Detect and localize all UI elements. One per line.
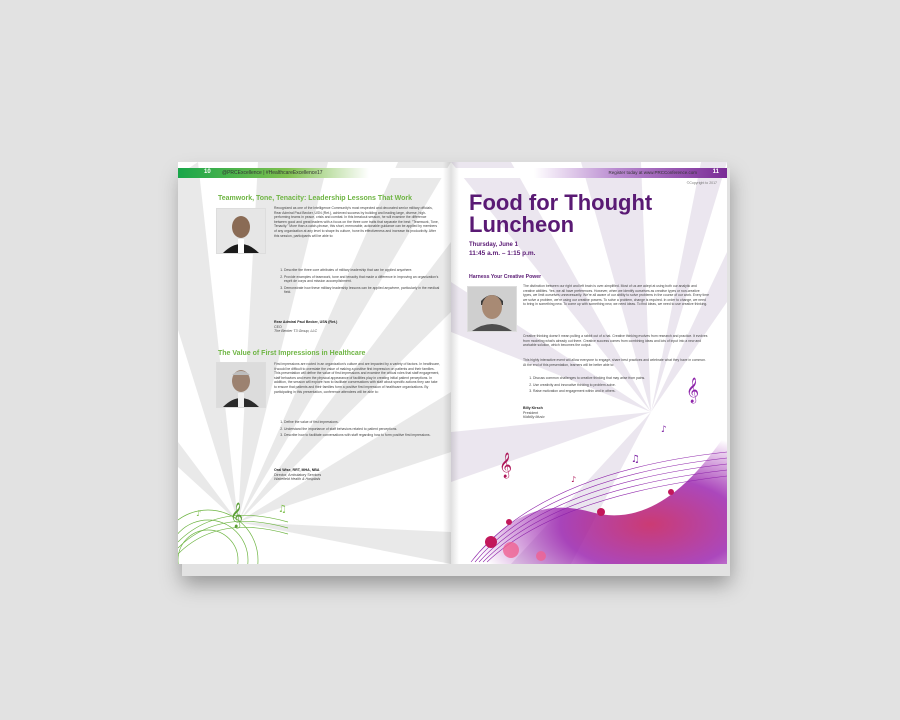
right-header-strip <box>451 168 727 178</box>
speaker-name: Billy Kirsch <box>523 406 543 410</box>
list-item: 1. Describe the three core attributes of military leadership that can be applied anywhere. <box>284 268 444 273</box>
left-header-strip <box>178 168 451 178</box>
purple-music-decoration <box>451 372 727 564</box>
session1-body: Recognized as one of the Intelligence Community's most respected and decorated senior military officials, Rear Admiral Paul Becker, USN (Ret.), achieved success by building and leading large, diverse, high-performing teams in peace, crisis and combat. In this breakout session, he will examine the difference between good and great leaders with a focus on the three core traits that separate the best: "Teamwork, Tone, Tenacity." More than a catch-phrase, this short, memorable, actionable guidance can be applied by members of any organization at any level to shape its culture, hone its effectiveness and increase its productivity. After this session, participants will be able to: <box>274 206 439 238</box>
list-item: 1. Define the value of first impressions. <box>284 420 444 425</box>
list-item: 2. Use creativity and innovative thinking to problem-solve. <box>533 383 713 388</box>
session1-speaker <box>274 320 434 334</box>
list-item: 2. Understand the importance of staff behaviors related to patient perceptions. <box>284 427 444 432</box>
session2-title: The Value of First Impressions in Healthcare <box>218 350 366 357</box>
green-music-decoration <box>178 482 318 564</box>
speaker-role: President <box>523 410 539 415</box>
event-time: 11:45 a.m. – 1:15 p.m. <box>469 250 536 257</box>
speaker-role: CEO <box>274 324 282 329</box>
list-item: 1. Discuss common challenges to creative thinking that may arise from pains. <box>533 376 713 381</box>
list-item: 2. Provide examples of teamwork, tone and tenacity that made a difference in improving an organization's esprit de corps and mission accomplishment. <box>284 275 444 284</box>
svg-text:♪: ♪ <box>661 425 667 435</box>
copyright: ©Copyright to 2017 <box>686 181 717 185</box>
speaker-photo-becker <box>216 208 266 254</box>
list-item: 3. Demonstrate how these military leadership lessons can be applied anywhere, particularly in the medical field. <box>284 286 444 295</box>
speaker-org: The Becker T3 Group, LLC <box>274 329 318 334</box>
svg-text:♫: ♫ <box>278 504 287 515</box>
social-hashtag: @PRCExcellence | #HealthcareExcellence17 <box>222 170 323 176</box>
right-page <box>451 162 727 564</box>
session2-speaker <box>274 468 434 482</box>
speaker-org: Wakefield Health & Hospitals <box>274 477 321 482</box>
svg-text:𝄞: 𝄞 <box>686 378 700 403</box>
svg-text:𝄞: 𝄞 <box>499 453 513 478</box>
speaker-org: Kidbilly Music <box>523 415 545 420</box>
list-item: 3. Describe how to facilitate conversations with staff regarding how to form positive first impressions. <box>284 433 444 438</box>
speaker-name: Oral Wise, RRT, MHA, NBA <box>274 468 320 472</box>
list-item: 3. Raise motivation and engagement within and in others. <box>533 389 713 394</box>
booklet-spine <box>443 162 459 564</box>
creative-paragraph: Creative thinking doesn't mean pulling a rabbit out of a hat. Creative thinking evolves from research and practice. It evolves from modeling what's already out there. Creative success comes from combining ideas and lots of input into a new and workable solution, which becomes the output. <box>523 334 708 348</box>
intro-paragraph: The distinction between our right and left brain is over-simplified. Most of us are adept at using both our analytic and creative abilities. Yes, we all have preferences. However, when we identify ourselves as creative types or non-creative types, we limit ourselves unnecessarily. We're all aware of our ability to solve problems in the course of our work. Every time we solve a problem, we're using our creative powers. To solve a problem, change is required. In order to change, we need to bring in something new. To come up with something new, we need ideas. To find ideas, we need to use creative thinking. <box>523 284 709 307</box>
svg-text:♫: ♫ <box>631 454 640 465</box>
session1-objectives <box>274 268 444 297</box>
left-page-number: 10 <box>204 169 211 175</box>
speaker-photo-wise <box>216 362 266 408</box>
session-title: Harness Your Creative Power <box>469 274 542 280</box>
speaker-name: Rear Admiral Paul Becker, USN (Ret.) <box>274 320 338 324</box>
session2-body: First impressions are rooted in an organization's culture and are impacted by a variety of factors. In healthcare, it would be difficult to overstate the value of making a positive first impression on patients and their families. This presentation will define the value of first impressions and examine the critical roles that staff engagement, staff behaviors and even the physical appearance of facilities play in creating initial patient perceptions. In addition, the session will explore how to facilitate conversations with staff about specific actions they can take to ensure that patients and their families form a positive first impression of healthcare organizations. By participating in this presentation, conference attendees will be able to: <box>274 362 440 394</box>
speaker-role: Director, Ambulatory Services <box>274 472 322 477</box>
event-date: Thursday, June 1 <box>469 242 518 248</box>
outcome-paragraph: This highly interactive event will allow everyone to engage, share best practices and celebrate what they have in common. At the end of this presentation, learners will be better able to: <box>523 358 707 367</box>
svg-text:𝄞: 𝄞 <box>230 503 244 528</box>
luncheon-title: Food for Thought Luncheon <box>469 190 653 237</box>
session2-objectives <box>274 420 444 440</box>
session1-title: Teamwork, Tone, Tenacity: Leadership Lessons That Work <box>218 195 412 202</box>
speaker-photo-kirsch <box>467 286 517 332</box>
register-link[interactable]: Register today at www.PRCConference.com <box>608 170 697 175</box>
right-page-number: 11 <box>712 169 719 175</box>
left-page <box>178 162 451 564</box>
svg-text:♪: ♪ <box>571 475 577 484</box>
svg-text:♪: ♪ <box>196 509 202 518</box>
